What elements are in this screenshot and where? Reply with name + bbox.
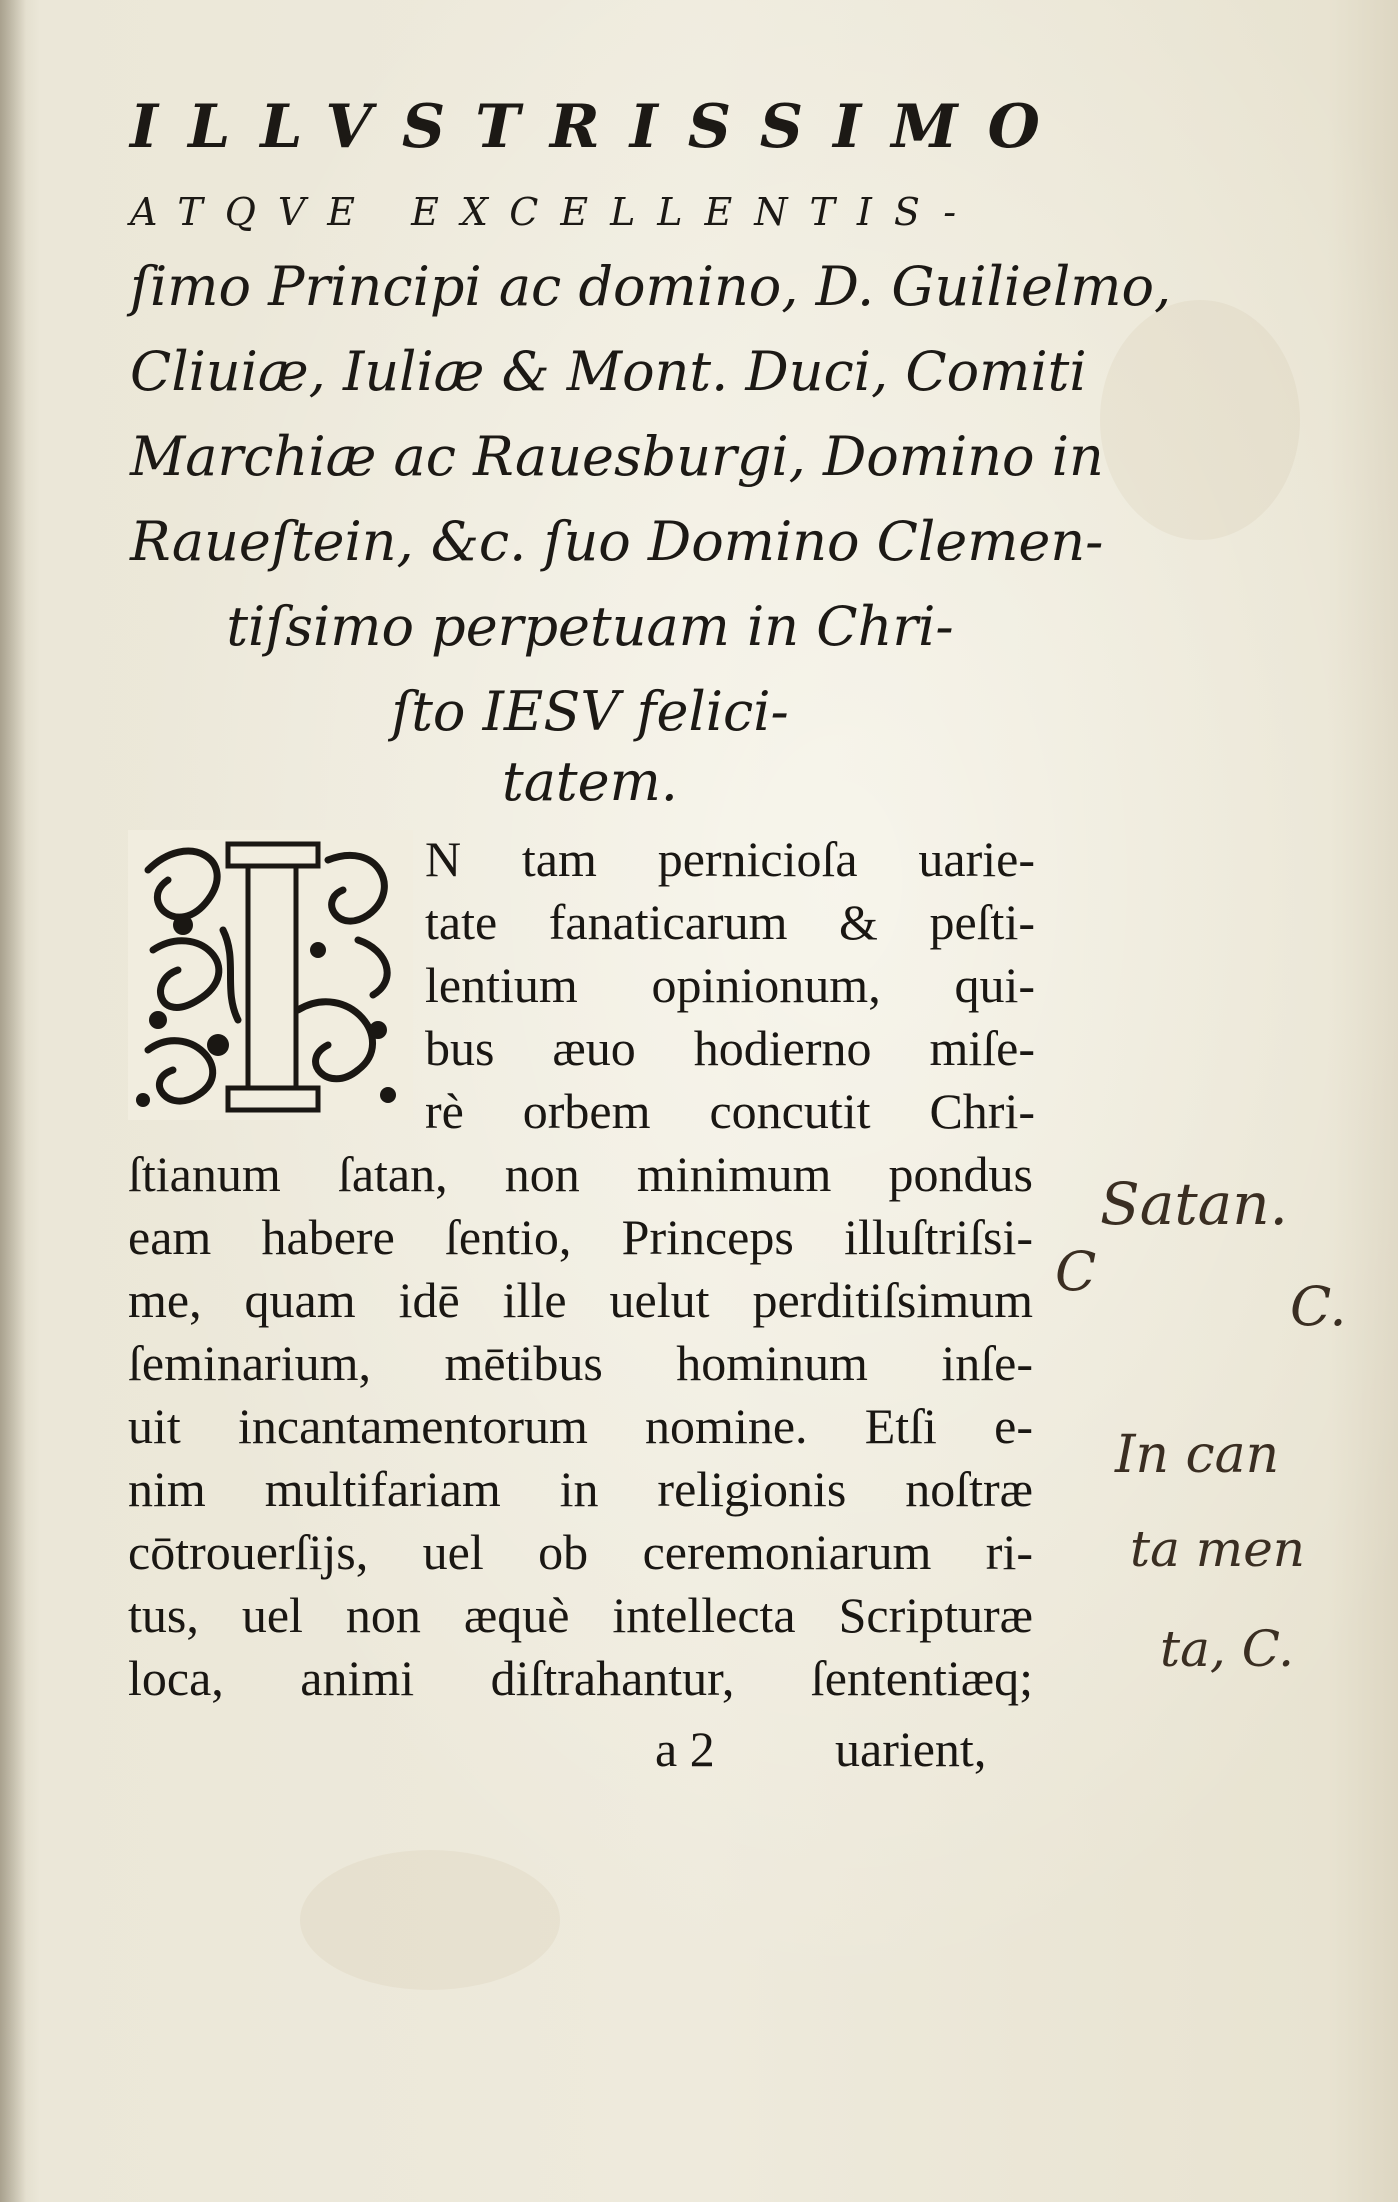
- heading-line-5: Marchiæ ac Rauesburgi, Domino in: [130, 425, 1104, 488]
- body-line-10: uit incantamentorum nomine. Etſi e-: [128, 1398, 1033, 1454]
- body-line-1: N tam pernicioſa uarie-: [425, 831, 1035, 887]
- paper-stain: [1100, 300, 1300, 540]
- body-line-5: rè orbem concutit Chri-: [425, 1083, 1035, 1139]
- marginal-note-c: C: [1055, 1240, 1097, 1303]
- heading-line-9: tatem.: [502, 750, 678, 813]
- decorated-initial-i: [128, 830, 413, 1120]
- marginal-note-incan: In can: [1115, 1425, 1280, 1485]
- marginal-note-ta: ta, C.: [1160, 1620, 1295, 1678]
- paper-stain: [300, 1850, 560, 1990]
- body-line-6: ſtianum ſatan, non minimum pondus: [128, 1146, 1033, 1202]
- signature-mark: a 2: [655, 1721, 715, 1777]
- heading-line-6: Raueſtein, &c. ſuo Domino Clemen-: [130, 510, 1104, 573]
- heading-line-8: ſto IESV felici-: [391, 680, 789, 743]
- heading-line-3: ſimo Principi ac domino, D. Guilielmo,: [130, 255, 1172, 318]
- heading-line-7: tiſsimo perpetuam in Chri-: [226, 595, 954, 658]
- body-line-13: tus, uel non æquè intellecta Scripturæ: [128, 1587, 1033, 1643]
- spine-shadow: [0, 0, 26, 2202]
- catchword: uarient,: [835, 1721, 987, 1777]
- body-line-14: loca, animi diſtrahantur, ſententiæq;: [128, 1650, 1033, 1706]
- body-line-2: tate fanaticarum & peſti-: [425, 894, 1035, 950]
- heading-line-2: ATQVE EXCELLENTIS-: [130, 190, 979, 234]
- body-line-12: cōtrouerſijs, uel ob ceremoniarum ri-: [128, 1524, 1033, 1580]
- heading-line-1: ILLVSTRISSIMO: [130, 92, 1070, 162]
- body-line-9: ſeminarium, mētibus hominum inſe-: [128, 1335, 1033, 1391]
- marginal-note-satan: Satan.: [1100, 1170, 1288, 1238]
- marginal-note-tamen: ta men: [1130, 1520, 1305, 1578]
- body-line-4: bus æuo hodierno miſe-: [425, 1020, 1035, 1076]
- body-line-11: nim multifariam in religionis noſtræ: [128, 1461, 1033, 1517]
- marginal-note-c2: C.: [1290, 1275, 1347, 1338]
- body-line-3: lentium opinionum, qui-: [425, 957, 1035, 1013]
- body-line-8: me, quam idē ille uelut perditiſsimum: [128, 1272, 1033, 1328]
- heading-line-4: Cliuiæ, Iuliæ & Mont. Duci, Comiti: [130, 340, 1087, 403]
- body-line-7: eam habere ſentio, Princeps illuſtriſsi-: [128, 1209, 1033, 1265]
